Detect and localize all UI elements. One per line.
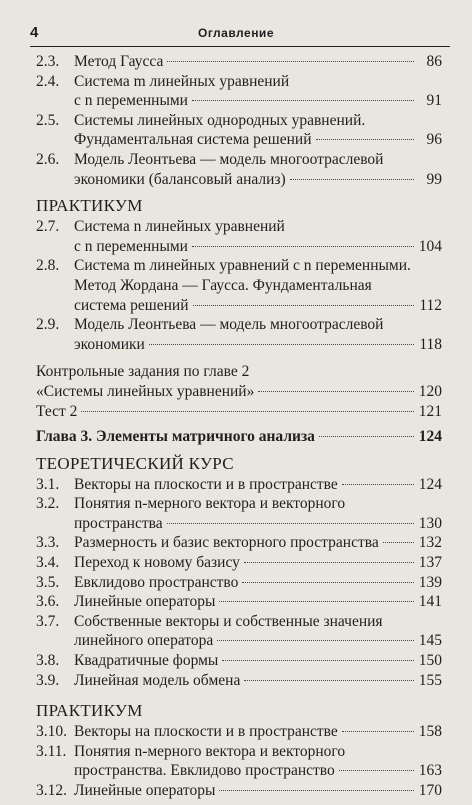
entry-last-line (74, 651, 442, 671)
entry-number: 3.2. (36, 495, 60, 513)
leader-dots (342, 731, 414, 732)
leader-dots (192, 100, 414, 101)
entry-title-last: система решений (74, 296, 189, 314)
toc-entry[interactable] (36, 573, 442, 593)
toc-entry[interactable] (36, 256, 442, 315)
entry-title-last: Евклидово пространство (74, 573, 239, 591)
entry-title-line: Система n линейных уравнений (74, 218, 285, 236)
entry-title-line: Понятия n-мерного вектора и векторного (74, 495, 346, 513)
leader-dots (219, 790, 414, 791)
page-ref: 104 (418, 237, 442, 255)
entry-number: 2.4. (36, 72, 60, 90)
toc-block-chapter3-practicum (36, 722, 442, 800)
entry-title-last: Размерность и базис векторного пространства (74, 534, 379, 552)
entry-last-line (74, 592, 442, 612)
control-tasks-entry[interactable] (36, 362, 442, 401)
entry-last-line (74, 533, 442, 553)
page-ref: 141 (418, 593, 442, 611)
section-heading-practicum-1: ПРАКТИКУМ (36, 196, 143, 216)
toc-entry[interactable] (36, 111, 442, 150)
entry-number: 3.5. (36, 573, 60, 591)
entry-title-last: Линейные операторы (74, 593, 216, 611)
page-ref: 170 (418, 782, 442, 799)
entry-title-last: пространства. Евклидово пространство (74, 762, 335, 780)
toc-entry[interactable] (36, 781, 442, 801)
toc-entry[interactable] (36, 150, 442, 189)
leader-dots (244, 562, 414, 563)
entry-body (74, 475, 442, 495)
leader-dots (290, 179, 414, 180)
running-title: Оглавление (198, 26, 274, 40)
entry-body (74, 553, 442, 573)
page-ref: 145 (418, 632, 442, 650)
toc-entry[interactable] (36, 315, 442, 354)
entry-last-line (74, 296, 442, 316)
control-tasks-line2: «Системы линейных уравнений» (36, 382, 255, 400)
entry-title-last: Векторы на плоскости и в пространстве (74, 723, 338, 741)
page-header (0, 0, 472, 40)
entry-number: 3.11. (36, 742, 67, 760)
page-ref: 112 (419, 296, 442, 314)
page-ref: 124 (418, 428, 442, 446)
toc-entry[interactable] (36, 52, 442, 72)
entry-body (74, 494, 442, 533)
page-number: 4 (30, 24, 39, 41)
toc-entry[interactable] (36, 671, 442, 691)
leader-dots (342, 484, 414, 485)
leader-dots (217, 640, 414, 641)
page-ref: 99 (426, 170, 442, 188)
entry-title-line: Модель Леонтьева — модель многоотраслевой (74, 316, 384, 334)
page-ref: 155 (418, 671, 442, 689)
entry-title-last: Линейная модель обмена (74, 671, 241, 689)
leader-dots (167, 61, 414, 62)
entry-number: 3.12. (36, 782, 67, 799)
entry-body (74, 592, 442, 612)
entry-last-line (74, 237, 442, 257)
chapter-3-entry[interactable] (36, 427, 442, 447)
leader-dots (383, 542, 414, 543)
leader-dots (339, 770, 414, 771)
page-ref: 130 (418, 514, 442, 532)
entry-last-line (74, 335, 442, 355)
entry-number: 3.3. (36, 534, 60, 552)
entry-last-line (74, 91, 442, 111)
entry-number: 3.8. (36, 652, 60, 670)
page-ref: 124 (418, 475, 442, 493)
entry-last-line (74, 130, 442, 150)
entry-title-line: Модель Леонтьева — модель многоотраслевой (74, 150, 384, 168)
entry-body (74, 533, 442, 553)
entry-body (74, 111, 442, 150)
leader-dots (219, 601, 414, 602)
entry-title-line: Собственные векторы и собственные значения (74, 612, 383, 630)
entry-number: 3.10. (36, 723, 67, 741)
leader-dots (258, 391, 414, 392)
entry-number: 2.8. (36, 257, 60, 275)
page-ref: 132 (418, 534, 442, 552)
entry-last-line (74, 722, 442, 742)
toc-block-chapter3-theory (36, 475, 442, 691)
entry-last-line (74, 553, 442, 573)
entry-last-line (74, 631, 442, 651)
header-rule (30, 46, 450, 47)
toc-entry[interactable] (36, 612, 442, 651)
toc-list (36, 52, 442, 801)
entry-body (74, 781, 442, 801)
leader-dots (149, 344, 414, 345)
toc-entry[interactable] (36, 475, 442, 495)
toc-block-chapter2-practicum (36, 217, 442, 354)
toc-entry[interactable] (36, 742, 442, 781)
entry-last-line (74, 170, 442, 190)
toc-block-chapter2-theory (36, 52, 442, 189)
entry-number: 3.1. (36, 475, 60, 493)
entry-title-last: Линейные операторы (74, 782, 216, 799)
toc-entry[interactable] (36, 217, 442, 256)
entry-number: 3.4. (36, 554, 60, 572)
page-ref: 163 (418, 762, 442, 780)
entry-number: 3.9. (36, 671, 60, 689)
entry-number: 2.3. (36, 53, 60, 70)
chapter-title: Глава 3. Элементы матричного анализа (36, 428, 315, 446)
entry-last-line (74, 573, 442, 593)
entry-body (74, 742, 442, 781)
leader-dots (316, 139, 415, 140)
page-ref: 121 (418, 402, 442, 420)
page-ref: 96 (426, 131, 442, 149)
entry-title-last: Фундаментальная система решений (74, 131, 312, 149)
entry-body (74, 573, 442, 593)
leader-dots (193, 305, 415, 306)
entry-number: 3.6. (36, 593, 60, 611)
toc-entry[interactable] (36, 494, 442, 533)
entry-title-last: Метод Гаусса (74, 53, 164, 70)
entry-title-last: линейного оператора (74, 632, 214, 650)
toc-entry[interactable] (36, 592, 442, 612)
page-ref: 139 (418, 573, 442, 591)
entry-number: 2.9. (36, 316, 60, 334)
toc-entry[interactable] (36, 72, 442, 111)
entry-title-last: пространства (74, 514, 163, 532)
entry-last-line (74, 671, 442, 691)
page-ref: 150 (418, 652, 442, 670)
test-entry[interactable] (36, 402, 442, 422)
leader-dots (222, 660, 414, 661)
page-ref: 86 (426, 53, 442, 70)
entry-body (74, 72, 442, 111)
entry-body (74, 150, 442, 189)
page-ref: 91 (426, 92, 442, 110)
entry-title-line: Система m линейных уравнений (74, 72, 290, 90)
test-label: Тест 2 (36, 402, 78, 420)
control-tasks-line1: Контрольные задания по главе 2 (36, 363, 250, 381)
entry-title-line: Понятия n-мерного вектора и векторного (74, 742, 346, 760)
entry-body (74, 722, 442, 742)
entry-title-last: экономики (74, 335, 145, 353)
entry-title-last: Квадратичные формы (74, 652, 219, 670)
entry-last-line (74, 781, 442, 801)
entry-body (74, 671, 442, 691)
entry-last-line (74, 475, 442, 495)
entry-body (74, 651, 442, 671)
entry-body (74, 256, 442, 315)
page-ref: 118 (419, 335, 442, 353)
entry-title-last: с n переменными (74, 92, 188, 110)
toc-entry[interactable] (36, 651, 442, 671)
leader-dots (192, 246, 414, 247)
page-ref: 137 (418, 554, 442, 572)
leader-dots (319, 436, 414, 437)
section-heading-theory: ТЕОРЕТИЧЕСКИЙ КУРС (36, 453, 234, 473)
entry-title-line: Метод Жордана — Гаусса. Фундаментальная (74, 276, 372, 294)
entry-number: 2.5. (36, 111, 60, 129)
toc-entry[interactable] (36, 533, 442, 553)
entry-number: 2.7. (36, 218, 60, 236)
page-ref: 120 (418, 382, 442, 400)
leader-dots (244, 680, 414, 681)
entry-body (74, 612, 442, 651)
entry-title-last: экономики (балансовый анализ) (74, 170, 286, 188)
entry-title-line: Система m линейных уравнений с n переменными. (74, 257, 411, 275)
section-heading-practicum-2: ПРАКТИКУМ (36, 701, 143, 721)
entry-last-line (74, 761, 442, 781)
entry-last-line (74, 52, 442, 72)
toc-entry[interactable] (36, 722, 442, 742)
page-ref: 158 (418, 723, 442, 741)
entry-title-last: с n переменными (74, 237, 188, 255)
entry-number: 2.6. (36, 150, 60, 168)
entry-title-line: Системы линейных однородных уравнений. (74, 111, 366, 129)
entry-title-last: Векторы на плоскости и в пространстве (74, 475, 338, 493)
entry-body (74, 52, 442, 72)
entry-body (74, 217, 442, 256)
leader-dots (81, 411, 414, 412)
entry-title-last: Переход к новому базису (74, 554, 240, 572)
entry-number: 3.7. (36, 612, 60, 630)
toc-entry[interactable] (36, 553, 442, 573)
entry-body (74, 315, 442, 354)
leader-dots (242, 582, 414, 583)
leader-dots (167, 523, 414, 524)
entry-last-line (74, 514, 442, 534)
